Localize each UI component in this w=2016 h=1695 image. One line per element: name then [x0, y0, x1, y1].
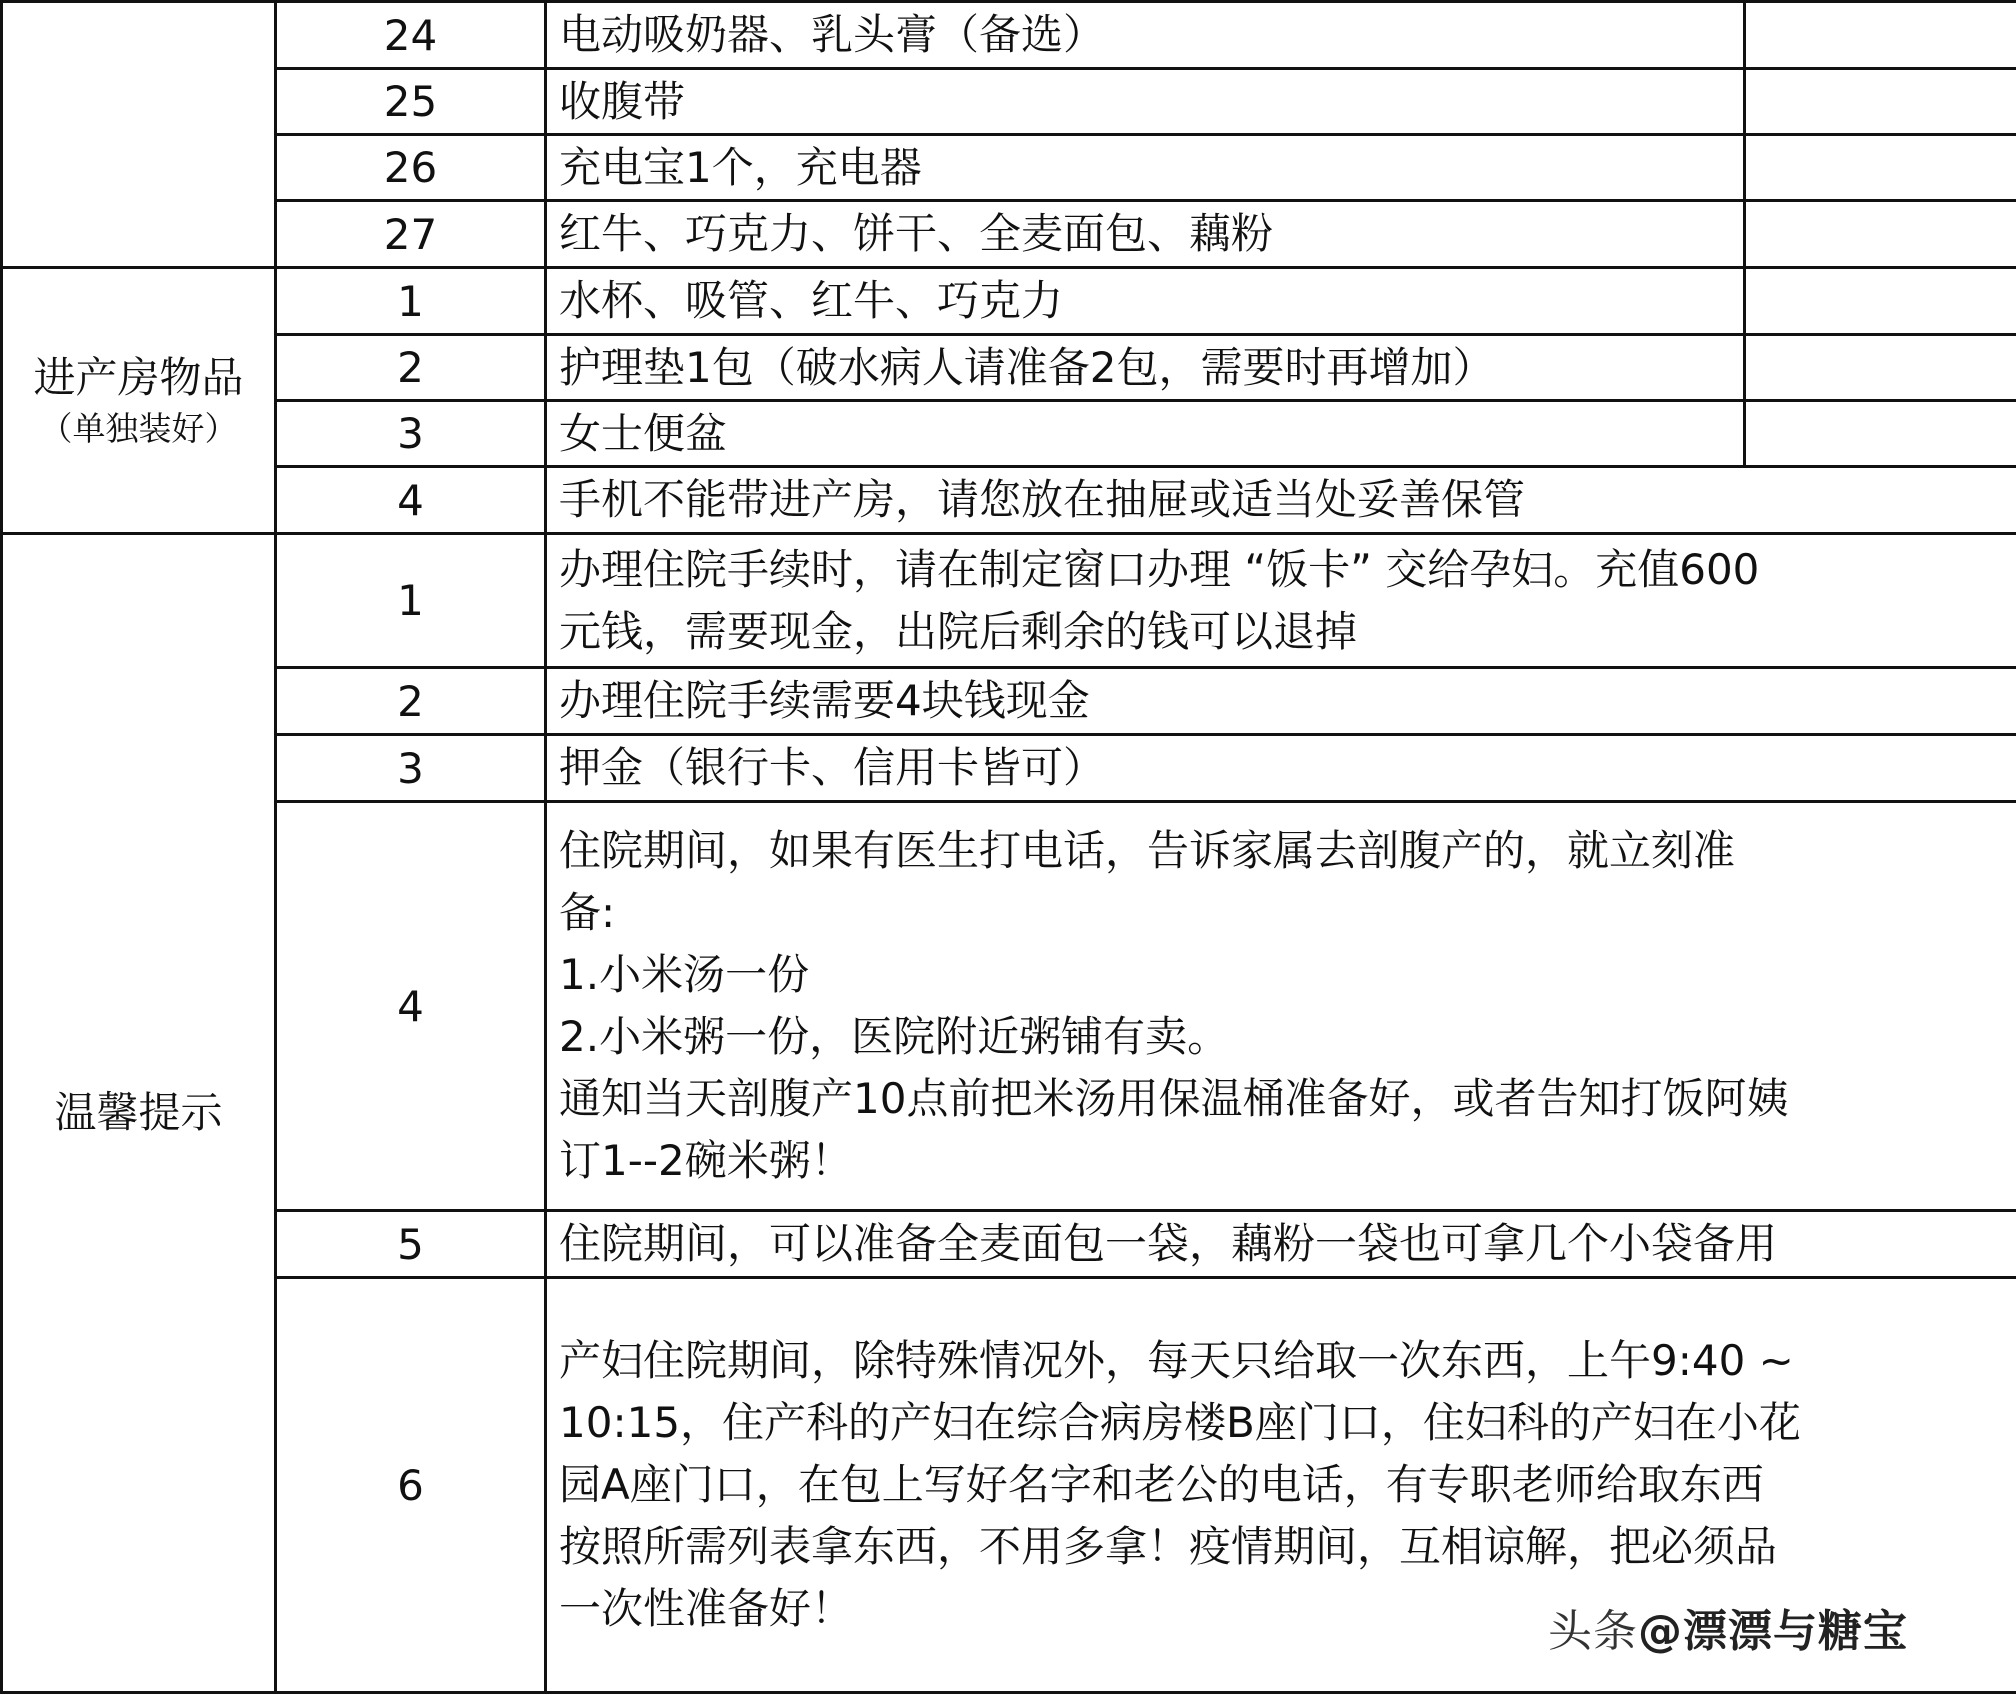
row-item: 手机不能带进产房，请您放在抽屉或适当处妥善保管 [546, 467, 2016, 534]
row-number: 27 [276, 201, 546, 268]
row-item: 收腹带 [546, 69, 1745, 135]
row-item: 办理住院手续时，请在制定窗口办理 “饭卡” 交给孕妇。充值600 元钱，需要现金，出院后剩余的钱可以退掉 [546, 534, 2016, 668]
row-number: 3 [276, 735, 546, 802]
check-cell [1745, 335, 2016, 401]
section-label-delivery-room [2, 268, 276, 534]
table-row [2, 2, 2016, 69]
row-number: 1 [276, 268, 546, 335]
row-number: 6 [276, 1278, 546, 1693]
row-item: 住院期间，可以准备全麦面包一袋，藕粉一袋也可拿几个小袋备用 [546, 1211, 2016, 1278]
row-item: 水杯、吸管、红牛、巧克力 [546, 268, 1745, 335]
watermark-handle: @漂漂与糖宝 [1638, 1606, 1908, 1657]
row-number: 2 [276, 335, 546, 401]
table-row [2, 69, 2016, 135]
watermark-prefix: 头条 [1548, 1606, 1638, 1657]
section-label-tips [2, 534, 276, 1693]
section-title: 温馨提示 [54, 1087, 223, 1137]
row-number: 4 [276, 802, 546, 1211]
row-item: 红牛、巧克力、饼干、全麦面包、藕粉 [546, 201, 1745, 268]
check-cell [1745, 69, 2016, 135]
section-subtitle: （单独装好） [39, 408, 238, 448]
row-number: 1 [276, 534, 546, 668]
watermark [1548, 1595, 1908, 1659]
table-row [2, 534, 2016, 668]
row-number: 24 [276, 2, 546, 69]
section-title: 进产房物品 [33, 352, 244, 402]
row-number: 26 [276, 135, 546, 201]
table-row [2, 1211, 2016, 1278]
table-row [2, 668, 2016, 735]
check-cell [1745, 2, 2016, 69]
table-row [2, 135, 2016, 201]
row-item: 产妇住院期间，除特殊情况外，每天只给取一次东西，上午9:40 ~ 10:15，住产科的产妇在综合病房楼B座门口，住妇科的产妇在小花 园A座门口，在包上写好名字和老公的电话，有专职老师给取东西 按照所需列表拿东西，不用多拿！疫情期间，互相谅解，把必须品 一次性准备好！ [546, 1278, 2016, 1693]
table-row [2, 802, 2016, 1211]
row-item: 充电宝1个，充电器 [546, 135, 1745, 201]
row-item: 电动吸奶器、乳头膏（备选） [546, 2, 1745, 69]
section-cell-continued [2, 2, 276, 268]
row-item: 住院期间，如果有医生打电话，告诉家属去剖腹产的，就立刻准 备: 1.小米汤一份 2.小米粥一份，医院附近粥铺有卖。 通知当天剖腹产10点前把米汤用保温桶准备好，或者告知打饭阿姨 订1--2碗米粥！ [546, 802, 2016, 1211]
row-number: 2 [276, 668, 546, 735]
row-item: 女士便盆 [546, 401, 1745, 467]
check-cell [1745, 201, 2016, 268]
check-cell [1745, 135, 2016, 201]
table-row [2, 268, 2016, 335]
check-cell [1745, 401, 2016, 467]
table-row [2, 201, 2016, 268]
table-row [2, 335, 2016, 401]
table-row [2, 401, 2016, 467]
row-item: 押金（银行卡、信用卡皆可） [546, 735, 2016, 802]
table-row [2, 467, 2016, 534]
row-item: 办理住院手续需要4块钱现金 [546, 668, 2016, 735]
row-item: 护理垫1包（破水病人请准备2包，需要时再增加） [546, 335, 1745, 401]
check-cell [1745, 268, 2016, 335]
row-number: 4 [276, 467, 546, 534]
row-number: 5 [276, 1211, 546, 1278]
row-number: 3 [276, 401, 546, 467]
table-row [2, 735, 2016, 802]
row-number: 25 [276, 69, 546, 135]
